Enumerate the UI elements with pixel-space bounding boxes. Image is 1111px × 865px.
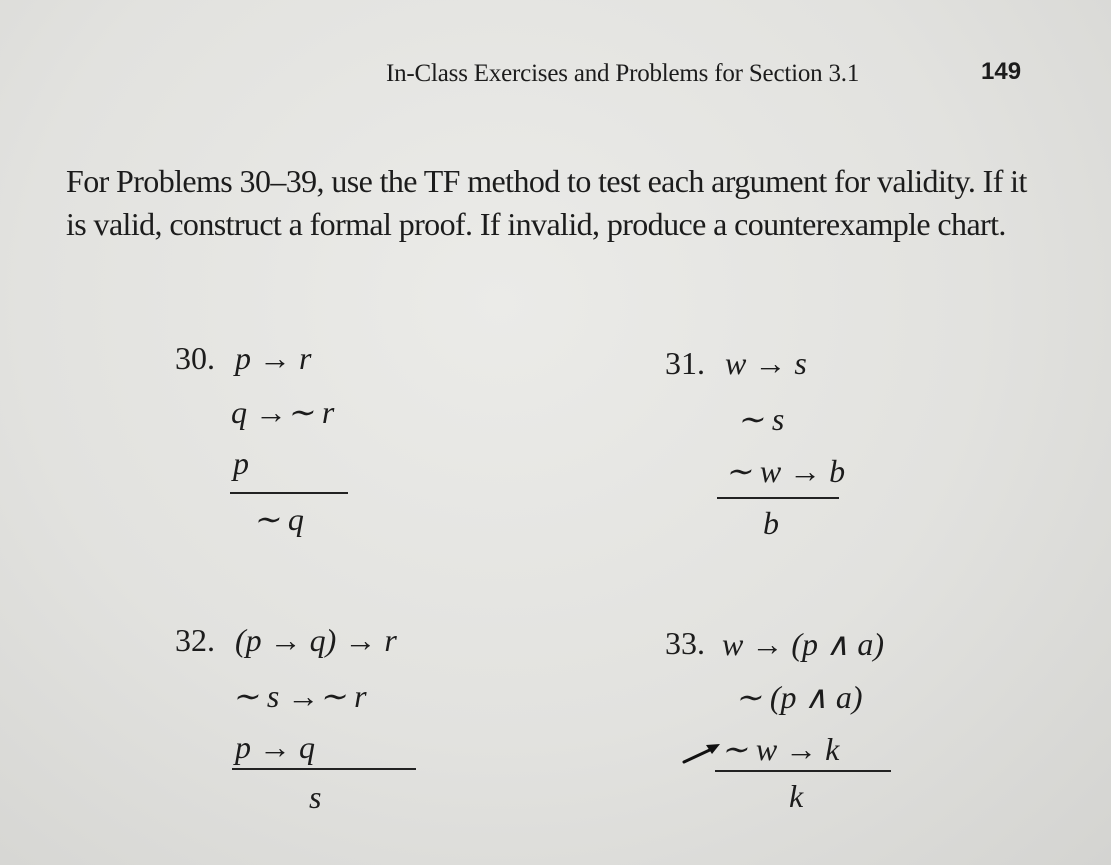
conclusion: s bbox=[309, 779, 322, 815]
problem-30 bbox=[175, 340, 375, 540]
premise-2: ∼ (p ∧ a) bbox=[735, 679, 863, 715]
premise-2: ∼ s →∼ r bbox=[232, 678, 367, 714]
conclusion: ∼ q bbox=[253, 501, 304, 537]
conclusion: k bbox=[789, 778, 804, 814]
inference-line bbox=[232, 768, 416, 770]
premise-3: ∼ w → k bbox=[721, 731, 840, 767]
problem-number: 31. bbox=[665, 345, 705, 381]
problem-31 bbox=[665, 345, 865, 545]
inference-line bbox=[715, 770, 891, 772]
premise-3: p bbox=[233, 445, 249, 481]
conclusion: b bbox=[763, 505, 779, 541]
problem-33 bbox=[665, 625, 925, 825]
inference-line bbox=[230, 492, 348, 494]
premise-1: p → r bbox=[235, 340, 312, 376]
premise-2: q →∼ r bbox=[231, 394, 335, 430]
problem-number: 30. bbox=[175, 340, 215, 376]
premise-1: (p → q) → r bbox=[235, 622, 397, 658]
premise-1: w → s bbox=[725, 345, 807, 381]
handwritten-arrow-icon bbox=[680, 738, 724, 768]
premise-3: ∼ w → b bbox=[725, 453, 846, 489]
inference-line bbox=[717, 497, 839, 499]
premise-3: p → q bbox=[235, 729, 315, 765]
problem-number: 32. bbox=[175, 622, 215, 658]
premise-1: w → (p ∧ a) bbox=[722, 626, 885, 662]
problem-32 bbox=[175, 622, 435, 822]
premise-2: ∼ s bbox=[737, 401, 785, 437]
problem-instructions: For Problems 30–39, use the TF method to test each argument for validity. If it is valid, construct a formal proof. If invalid, produce a counterexample chart. bbox=[66, 163, 1027, 242]
page-number: 149 bbox=[981, 58, 1022, 85]
problem-number: 33. bbox=[665, 625, 705, 661]
section-title: In-Class Exercises and Problems for Section 3.1 bbox=[386, 60, 860, 87]
